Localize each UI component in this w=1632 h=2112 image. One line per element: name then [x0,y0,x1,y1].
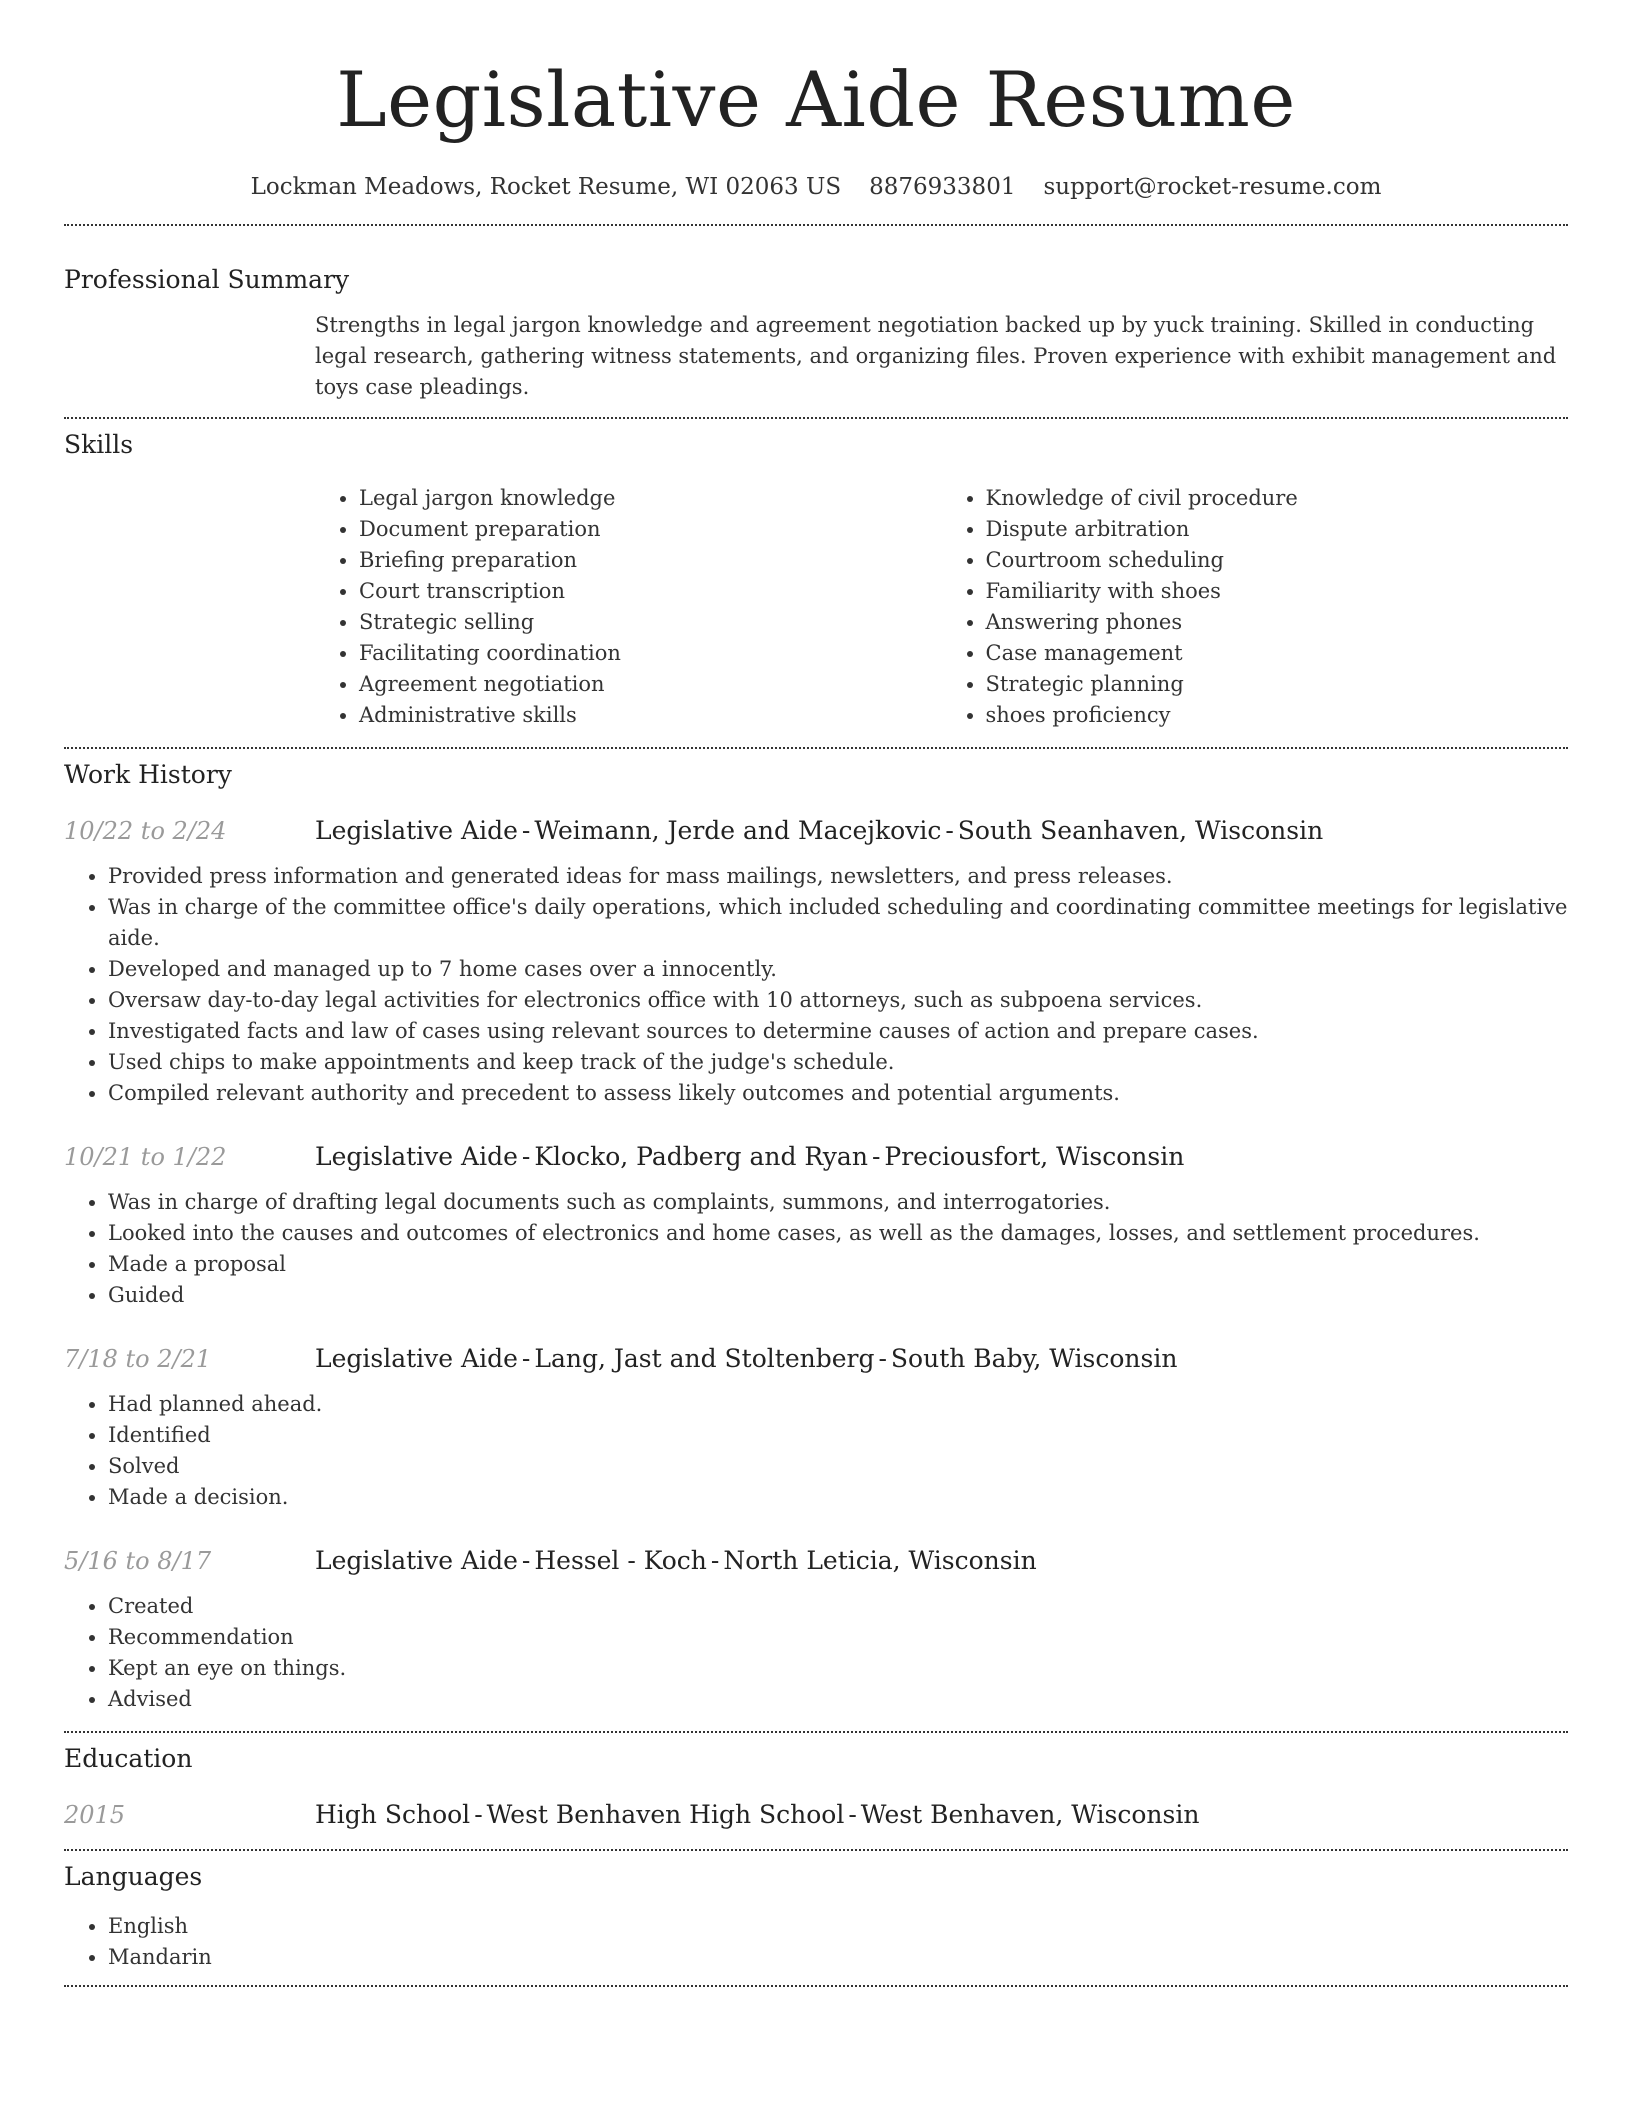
job-bullet: • Kept an eye on things. [108,1653,1568,1684]
job-location: South Seanhaven, Wisconsin [957,816,1324,845]
languages-list [64,1911,1568,1973]
contact-phone: 8876933801 [869,174,1016,200]
skill-item: • Strategic planning [986,669,1569,700]
job-bullet: • Had planned ahead. [108,1389,1568,1420]
job-company: Hessel - Koch [534,1546,707,1575]
job-bullet: • Was in charge of drafting legal documents such as complaints, summons, and interrogatories. [108,1187,1568,1218]
job-dates: 10/21 to 1/22 [64,1143,227,1171]
job-bullet: • Provided press information and generated ideas for mass mailings, newsletters, and press releases. [108,861,1568,892]
skill-item: • Legal jargon knowledge [359,483,942,514]
job-bullet: • Used chips to make appointments and keep track of the judge's schedule. [108,1047,1568,1078]
job-bullet: • Made a decision. [108,1482,1568,1513]
summary-text: Strengths in legal jargon knowledge and agreement negotiation backed up by yuck training. Skilled in conducting legal research, gathering witness statements, and organizing files. Proven experience with exhibit management and toys case pleadings. [315,313,1557,399]
job-bullets [64,1389,1568,1513]
skill-item: • shoes proficiency [986,700,1569,731]
section-heading-education: Education [64,1744,193,1773]
job-bullet: • Created [108,1591,1568,1622]
contact-address: Lockman Meadows, Rocket Resume, WI 02063 US [250,174,842,200]
education-entry [64,1799,1568,1831]
contact-email: support@rocket-resume.com [1043,174,1382,200]
resume-page [64,0,1568,1987]
skill-item: • Answering phones [986,607,1569,638]
job-title: Legislative Aide [315,816,518,845]
job-title: Legislative Aide [315,1142,518,1171]
skill-item: • Court transcription [359,576,942,607]
job-bullet: • Guided [108,1280,1568,1311]
job-heading: Legislative Aide - Lang, Jast and Stoltenberg - South Baby, Wisconsin [315,1344,1178,1373]
job-bullet: • Developed and managed up to 7 home cases over a innocently. [108,954,1568,985]
job-bullet: • Oversaw day-to-day legal activities for electronics office with 10 attorneys, such as subpoena services. [108,985,1568,1016]
job-entry [64,1343,1568,1513]
language-item: • English [108,1911,1568,1942]
section-heading-languages: Languages [64,1862,203,1891]
education-school: West Benhaven High School [486,1800,845,1829]
skill-item: • Dispute arbitration [986,514,1569,545]
job-bullet: • Investigated facts and law of cases using relevant sources to determine causes of action and prepare cases. [108,1016,1568,1047]
skill-item: • Courtroom scheduling [986,545,1569,576]
education-section [64,1733,1568,1831]
skill-item: • Knowledge of civil procedure [986,483,1569,514]
skill-item: • Document preparation [359,514,942,545]
skill-item: • Agreement negotiation [359,669,942,700]
job-dates: 7/18 to 2/21 [64,1345,212,1373]
resume-title: Legislative Aide Resume [336,55,1296,144]
job-entry [64,1545,1568,1715]
job-title: Legislative Aide [315,1546,518,1575]
job-heading: Legislative Aide - Hessel - Koch - North Leticia, Wisconsin [315,1546,1037,1575]
education-degree: High School [315,1800,471,1829]
job-bullets [64,861,1568,1109]
work-history-section [64,749,1568,1715]
skills-list-right [942,483,1569,731]
section-heading-skills: Skills [64,430,134,459]
job-bullets [64,1187,1568,1311]
section-heading-work-history: Work History [64,760,232,789]
education-heading: High School - West Benhaven High School - West Benhaven, Wisconsin [315,1800,1200,1829]
job-title: Legislative Aide [315,1344,518,1373]
skill-item: • Familiarity with shoes [986,576,1569,607]
skill-item: • Strategic selling [359,607,942,638]
job-bullet: • Compiled relevant authority and precedent to assess likely outcomes and potential arguments. [108,1078,1568,1109]
job-bullet: • Recommendation [108,1622,1568,1653]
skill-item: • Case management [986,638,1569,669]
job-company: Lang, Jast and Stoltenberg [534,1344,875,1373]
job-company: Klocko, Padberg and Ryan [534,1142,868,1171]
job-location: North Leticia, Wisconsin [723,1546,1037,1575]
languages-section [64,1851,1568,1973]
skill-item: • Administrative skills [359,700,942,731]
skill-item: • Briefing preparation [359,545,942,576]
education-location: West Benhaven, Wisconsin [860,1800,1200,1829]
job-bullet: • Made a proposal [108,1249,1568,1280]
job-entry [64,815,1568,1109]
summary-section [64,226,1568,403]
job-heading: Legislative Aide - Klocko, Padberg and Ryan - Preciousfort, Wisconsin [315,1142,1185,1171]
job-bullet: • Looked into the causes and outcomes of electronics and home cases, as well as the damages, losses, and settlement procedures. [108,1218,1568,1249]
job-bullet: • Solved [108,1451,1568,1482]
skills-columns [315,483,1568,731]
job-entry [64,1141,1568,1311]
language-item: • Mandarin [108,1942,1568,1973]
skills-list-left [315,483,942,731]
skills-section [64,419,1568,731]
job-bullet: • Was in charge of the committee office's daily operations, which included scheduling and coordinating committee meetings for legislative aide. [108,892,1568,954]
contact-line [64,172,1568,202]
job-location: Preciousfort, Wisconsin [884,1142,1185,1171]
job-location: South Baby, Wisconsin [890,1344,1178,1373]
divider [64,1985,1568,1987]
job-bullets [64,1591,1568,1715]
skill-item: • Facilitating coordination [359,638,942,669]
section-heading-summary: Professional Summary [64,265,350,294]
job-dates: 10/22 to 2/24 [64,817,227,845]
job-company: Weimann, Jerde and Macejkovic [534,816,942,845]
job-bullet: • Advised [108,1684,1568,1715]
education-year: 2015 [64,1801,126,1829]
job-bullet: • Identified [108,1420,1568,1451]
job-heading: Legislative Aide - Weimann, Jerde and Macejkovic - South Seanhaven, Wisconsin [315,816,1324,845]
job-dates: 5/16 to 8/17 [64,1547,212,1575]
